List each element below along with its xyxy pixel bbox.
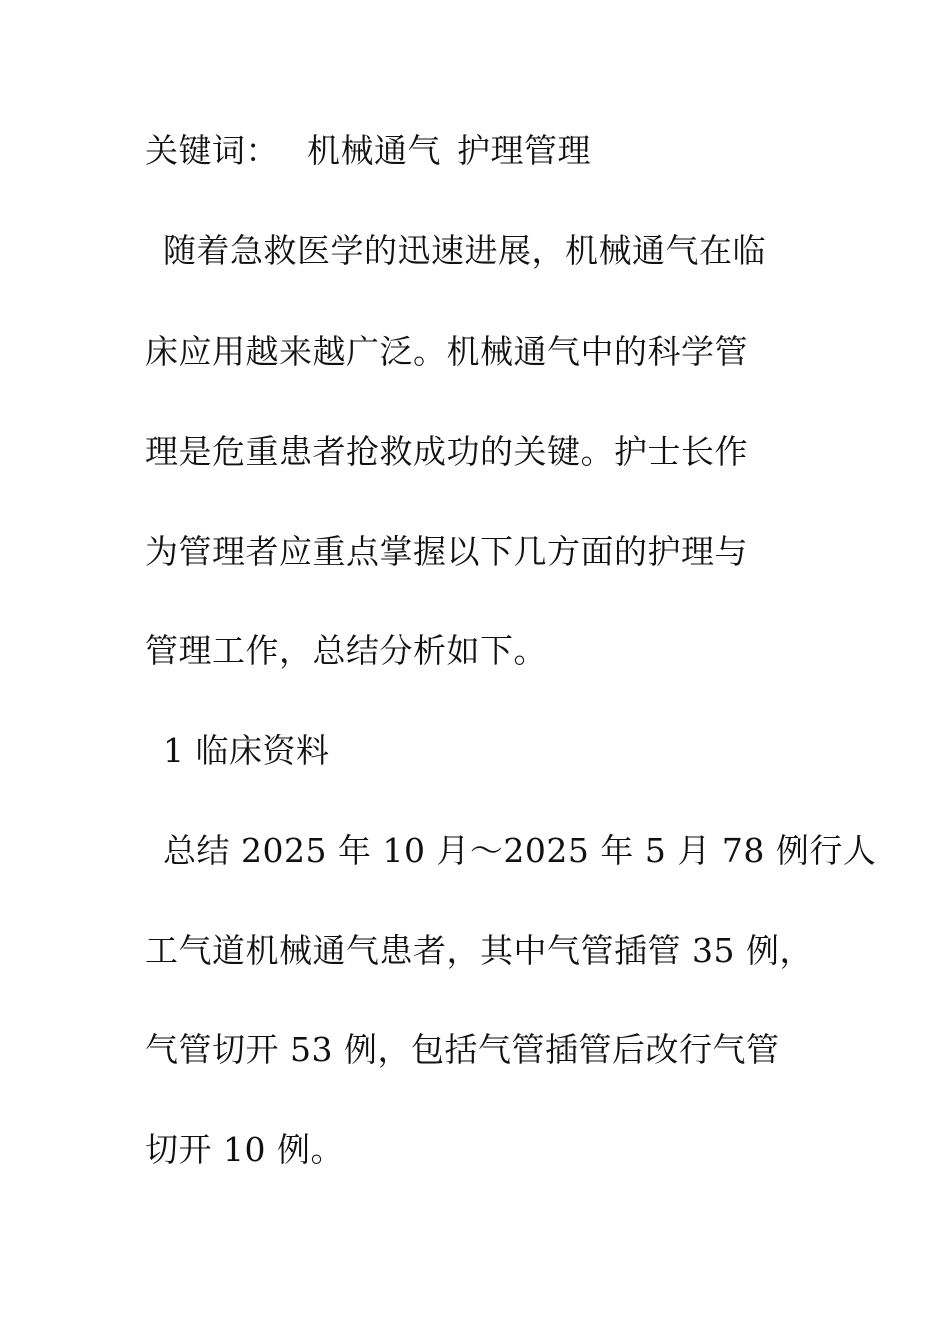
section-heading: 1 临床资料 — [163, 731, 330, 770]
paragraph-line: 床应用越来越广泛。机械通气中的科学管 — [145, 332, 748, 371]
keywords-line — [145, 131, 591, 171]
keyword-term: 护理管理 — [457, 131, 591, 170]
paragraph-line: 总结 2025 年 10 月～2025 年 5 月 78 例行人 — [163, 831, 877, 870]
paragraph-line: 管理工作，总结分析如下。 — [145, 631, 547, 670]
paragraph-line: 理是危重患者抢救成功的关键。护士长作 — [145, 432, 748, 471]
paragraph-line: 为管理者应重点掌握以下几方面的护理与 — [145, 532, 748, 571]
paragraph-line: 切开 10 例。 — [145, 1130, 344, 1169]
paragraph-line: 工气道机械通气患者，其中气管插管 35 例， — [145, 931, 813, 970]
paragraph-line: 随着急救医学的迅速进展，机械通气在临 — [163, 231, 766, 270]
paragraph-line: 气管切开 53 例，包括气管插管后改行气管 — [145, 1030, 780, 1069]
keyword-term: 机械通气 — [307, 131, 441, 170]
keywords-label: 关键词： — [145, 131, 279, 170]
